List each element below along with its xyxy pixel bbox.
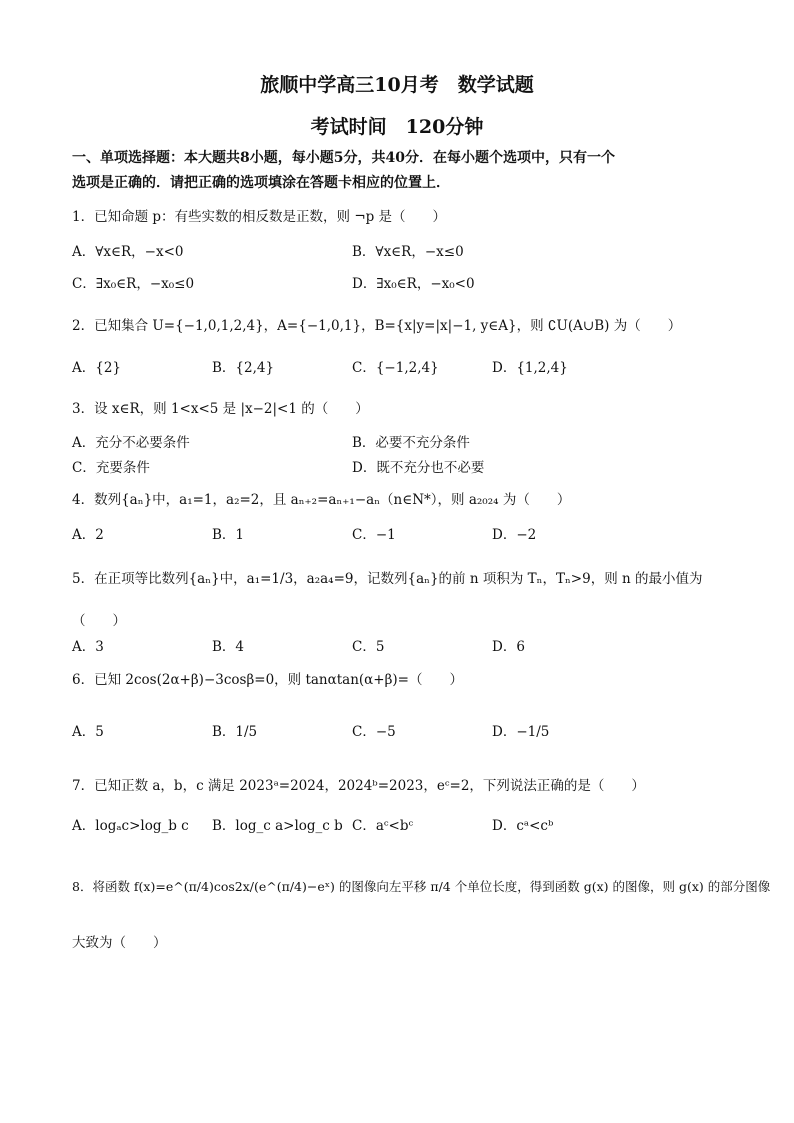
question-6	[72, 668, 463, 688]
question-8	[72, 877, 770, 895]
question-4	[72, 488, 570, 508]
question-2-stem: 2．已知集合 U={−1,0,1,2,4}，A={−1,0,1}，B={x|y=|x|−1, y∈A}，则 ∁U(A∪B) 为（ ）	[72, 318, 682, 334]
q5-option-b: B．4	[212, 639, 245, 655]
question-1	[72, 205, 446, 225]
page-title: 旅顺中学高三10月考 数学试题	[260, 74, 534, 96]
q5-option-c: C．5	[352, 639, 385, 655]
q6-option-d: D．−1/5	[492, 724, 550, 740]
question-3	[72, 397, 369, 417]
q2-option-b: B．{2,4}	[212, 360, 275, 376]
q3-option-b: B．必要不充分条件	[352, 435, 470, 451]
q2-option-c: C．{−1,2,4}	[352, 360, 439, 376]
q1-option-d: D．∃x₀∈R，−x₀<0	[352, 276, 475, 292]
q4-option-b: B．1	[212, 527, 245, 543]
q5-option-d: D．6	[492, 639, 525, 655]
q4-option-c: C．−1	[352, 527, 396, 543]
section-instructions-line1: 一、单项选择题：本大题共8小题，每小题5分，共40分．在每小题个选项中，只有一个	[72, 150, 615, 166]
question-5-stem-cont: （ ）	[72, 613, 126, 629]
question-5-stem: 5．在正项等比数列{aₙ}中，a₁=1/3，a₂a₄=9，记数列{aₙ}的前 n 项积为 Tₙ，Tₙ>9，则 n 的最小值为	[72, 571, 703, 587]
question-8-stem-cont: 大致为（ ）	[72, 935, 167, 951]
q5-option-a: A．3	[72, 639, 104, 655]
section-instructions-line2: 选项是正确的．请把正确的选项填涂在答题卡相应的位置上．	[72, 175, 450, 191]
q2-option-a: A．{2}	[72, 360, 122, 376]
q7-option-b: B．log_c a>log_c b	[212, 818, 343, 834]
q6-option-b: B．1/5	[212, 724, 258, 740]
question-7-stem: 7．已知正数 a，b，c 满足 2023ᵃ=2024，2024ᵇ=2023，eᶜ=2，下列说法正确的是（ ）	[72, 778, 645, 794]
question-2	[72, 314, 681, 334]
exam-time: 考试时间 120分钟	[310, 116, 484, 138]
q7-option-d: D．cᵃ<cᵇ	[492, 818, 554, 834]
question-6-stem: 6．已知 2cos(2α+β)−3cosβ=0，则 tanαtan(α+β)=（ ）	[72, 672, 463, 688]
question-4-stem: 4．数列{aₙ}中，a₁=1，a₂=2，且 aₙ₊₂=aₙ₊₁−aₙ（n∈N*），则 a₂₀₂₄ 为（ ）	[72, 492, 571, 508]
q6-option-c: C．−5	[352, 724, 396, 740]
q7-option-a: A．logₐc>log_b c	[72, 818, 189, 834]
q3-option-c: C．充要条件	[72, 460, 150, 476]
q6-option-a: A．5	[72, 724, 104, 740]
q1-option-b: B．∀x∈R，−x≤0	[352, 244, 464, 260]
question-7	[72, 774, 645, 794]
q1-option-a: A．∀x∈R，−x<0	[72, 244, 184, 260]
q4-option-a: A．2	[72, 527, 104, 543]
q3-option-a: A．充分不必要条件	[72, 435, 190, 451]
question-1-stem: 1．已知命题 p：有些实数的相反数是正数，则 ¬p 是（ ）	[72, 209, 447, 225]
q3-option-d: D．既不充分也不必要	[352, 460, 485, 476]
question-3-stem: 3．设 x∈R，则 1<x<5 是 |x−2|<1 的（ ）	[72, 401, 369, 417]
question-5	[72, 567, 702, 587]
question-8-stem: 8．将函数 f(x)=e^(π/4)cos2x/(e^(π/4)−eˣ) 的图像向左平移 π/4 个单位长度，得到函数 g(x) 的图像，则 g(x) 的部分图像	[72, 879, 771, 894]
q1-option-c: C．∃x₀∈R，−x₀≤0	[72, 276, 195, 292]
q2-option-d: D．{1,2,4}	[492, 360, 568, 376]
q7-option-c: C．aᶜ<bᶜ	[352, 818, 414, 834]
q4-option-d: D．−2	[492, 527, 537, 543]
